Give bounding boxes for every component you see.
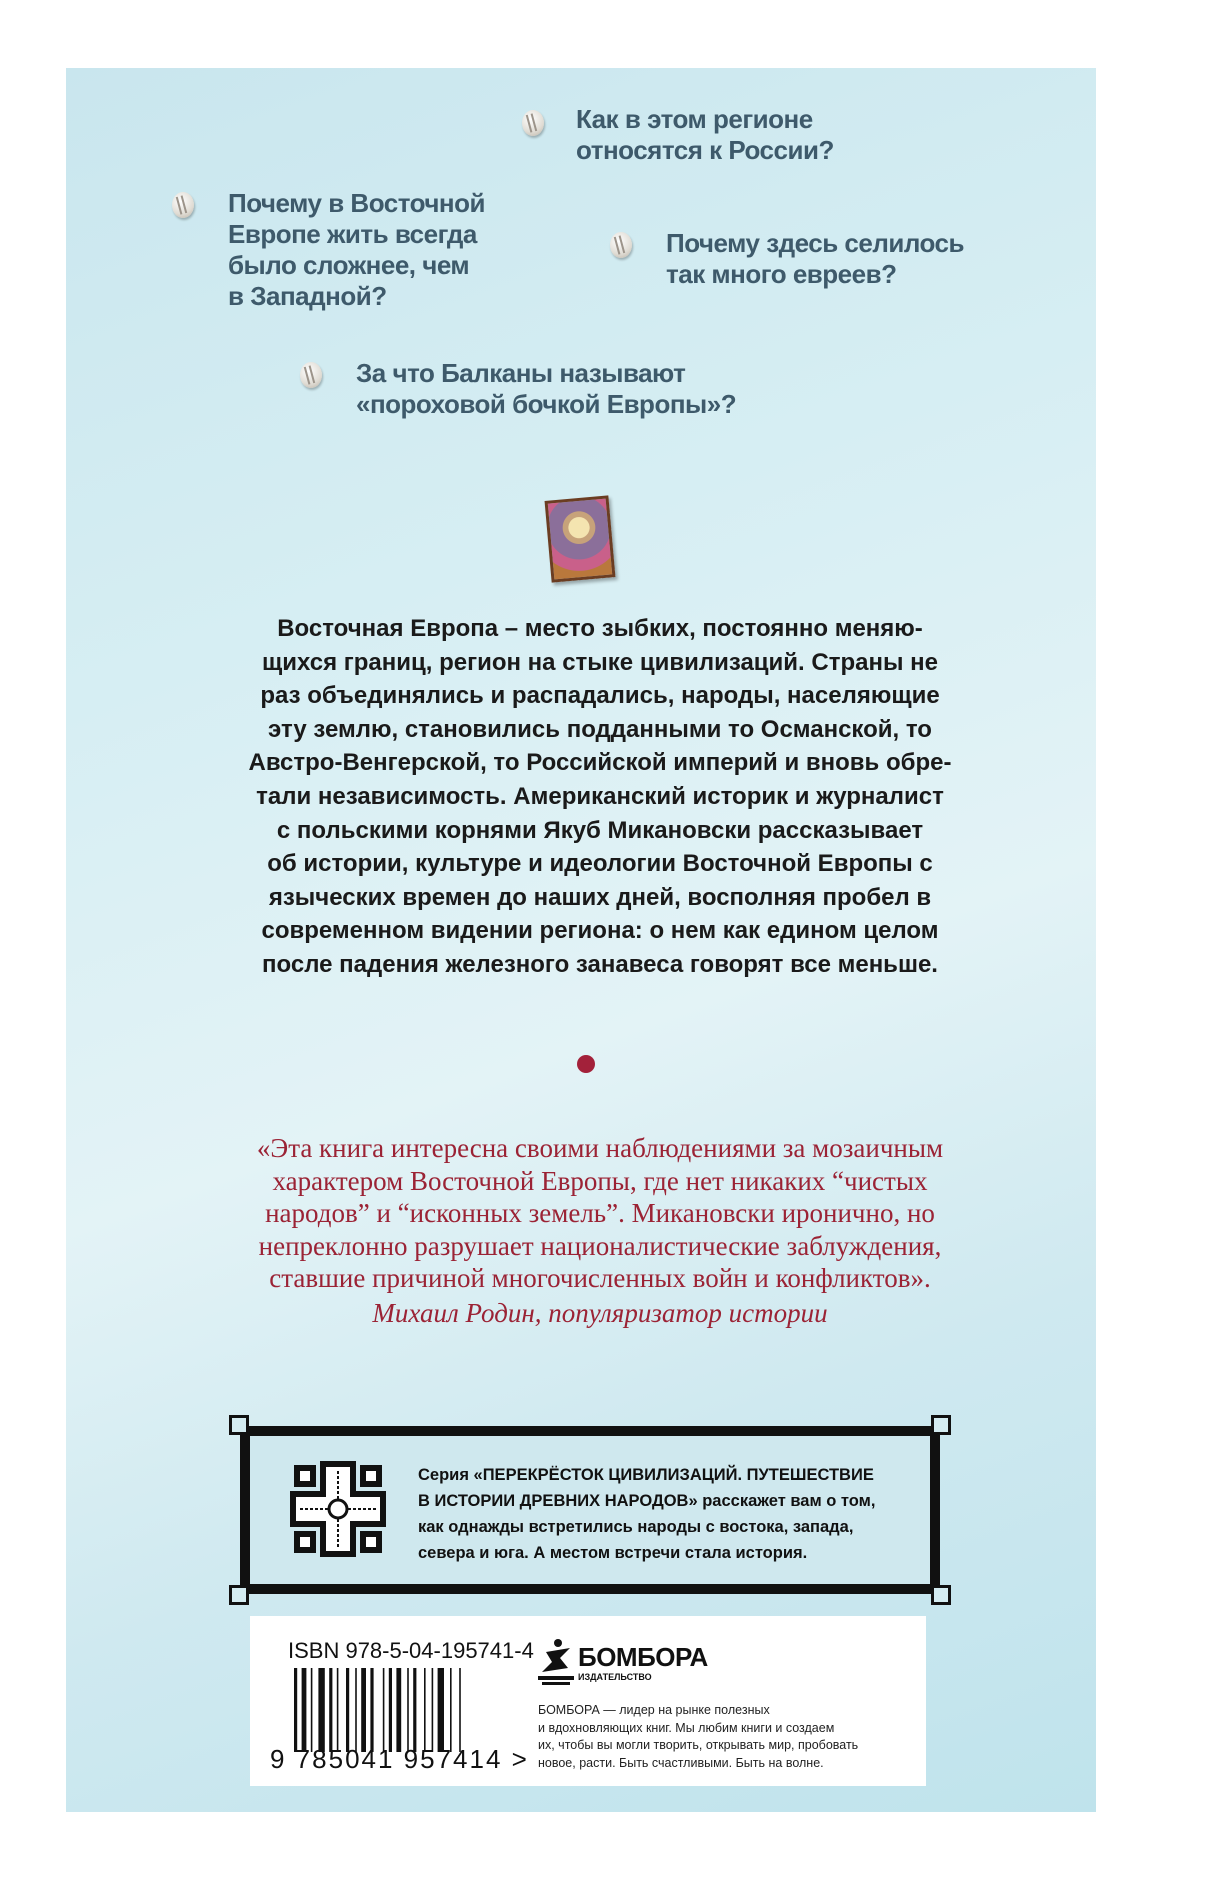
question-line: За что Балканы называют xyxy=(356,358,686,388)
ean-digits: 9 785041 957414 > xyxy=(270,1744,529,1774)
description-line: тали независимость. Американский историк и журналист xyxy=(256,782,944,810)
description-line: об истории, культуре и идеологии Восточной Европы с xyxy=(267,850,933,878)
publisher-logo xyxy=(538,1638,708,1691)
pin-icon xyxy=(300,362,322,388)
publisher-description xyxy=(538,1702,918,1772)
series-line: Серия «ПЕРЕКРЁСТОК ЦИВИЛИЗАЦИЙ. ПУТЕШЕСТВИЕ xyxy=(418,1466,874,1484)
description xyxy=(150,612,1050,982)
publisher-line: новое, расти. Быть счастливыми. Быть на волне. xyxy=(538,1755,824,1770)
quote-line: характером Восточной Европы, где нет никаких “чистых xyxy=(272,1165,928,1196)
ornament-cross-icon xyxy=(290,1461,386,1557)
publisher-line: и вдохновляющих книг. Мы любим книги и создаем xyxy=(538,1720,835,1735)
publisher-name: БОМБОРА xyxy=(578,1642,708,1672)
series-box xyxy=(240,1426,940,1594)
description-line: современном видении региона: о нем как едином целом xyxy=(261,917,939,945)
description-line: Австро-Венгерской, то Российской империй и вновь обре- xyxy=(248,749,952,777)
question-line: Как в этом регионе xyxy=(576,104,813,134)
frame-corner xyxy=(229,1415,249,1435)
quote-line: народов” и “исконных земель”. Микановски иронично, но xyxy=(265,1198,935,1228)
question-line: так много евреев? xyxy=(666,259,897,289)
question-line: в Западной? xyxy=(228,281,387,311)
description-line: с польскими корнями Якуб Микановски рассказывает xyxy=(276,816,924,844)
question-line: относятся к России? xyxy=(576,135,834,165)
description-line: раз объединялись и распадались, народы, населяющие xyxy=(260,682,940,710)
barcode-icon xyxy=(294,1668,494,1752)
series-line: В ИСТОРИИ ДРЕВНИХ НАРОДОВ» расскажет вам о том, xyxy=(418,1492,876,1510)
question-line: Европе жить всегда xyxy=(228,219,477,249)
publisher-line: их, чтобы вы могли творить, открывать мир, пробовать xyxy=(538,1738,859,1752)
question-line: Почему здесь селилось xyxy=(666,228,964,258)
pin-icon xyxy=(522,110,544,136)
icon-painting-image xyxy=(545,495,616,582)
frame-corner xyxy=(229,1585,249,1605)
description-line: щихся границ, регион на стыке цивилизаций. Страны не xyxy=(261,648,938,676)
frame-corner xyxy=(931,1415,951,1435)
quote-line: «Эта книга интересна своими наблюдениями за мозаичным xyxy=(256,1133,944,1163)
question-line: «пороховой бочкой Европы»? xyxy=(356,389,737,419)
quote-line: ставшие причиной многочисленных войн и конфликтов». xyxy=(269,1263,931,1293)
divider-dot xyxy=(577,1055,595,1073)
question-east-west xyxy=(228,188,485,312)
question-jews xyxy=(666,228,964,290)
description-line: Восточная Европа – место зыбких, постоянно меняю- xyxy=(277,615,923,642)
review-quote xyxy=(150,1132,1050,1329)
question-russia xyxy=(576,104,834,166)
description-line: после падения железного занавеса говорят все меньше. xyxy=(262,950,938,978)
quote-author: Михаил Родин, популяризатор истории xyxy=(372,1297,828,1328)
pin-icon xyxy=(610,232,632,258)
question-balkans xyxy=(356,358,736,420)
pin-icon xyxy=(172,192,194,218)
isbn-text: ISBN 978-5-04-195741-4 xyxy=(288,1638,534,1663)
publisher-line: БОМБОРА — лидер на рынке полезных xyxy=(538,1703,770,1717)
series-line: как однажды встретились народы с востока, запада, xyxy=(418,1518,854,1536)
series-line: севера и юга. А местом встречи стала история. xyxy=(418,1544,808,1562)
description-line: языческих времен до наших дней, восполняя пробел в xyxy=(268,883,932,911)
series-description xyxy=(418,1462,918,1566)
frame-corner xyxy=(931,1585,951,1605)
question-line: было сложнее, чем xyxy=(228,250,470,280)
barcode-panel xyxy=(250,1616,926,1786)
bombora-logo-icon xyxy=(538,1638,574,1686)
quote-line: непреклонно разрушает националистические заблуждения, xyxy=(258,1230,942,1261)
question-line: Почему в Восточной xyxy=(228,188,485,218)
description-line: эту землю, становились подданными то Османской, то xyxy=(268,715,932,743)
publisher-subtitle: ИЗДАТЕЛЬСТВО xyxy=(578,1672,652,1682)
